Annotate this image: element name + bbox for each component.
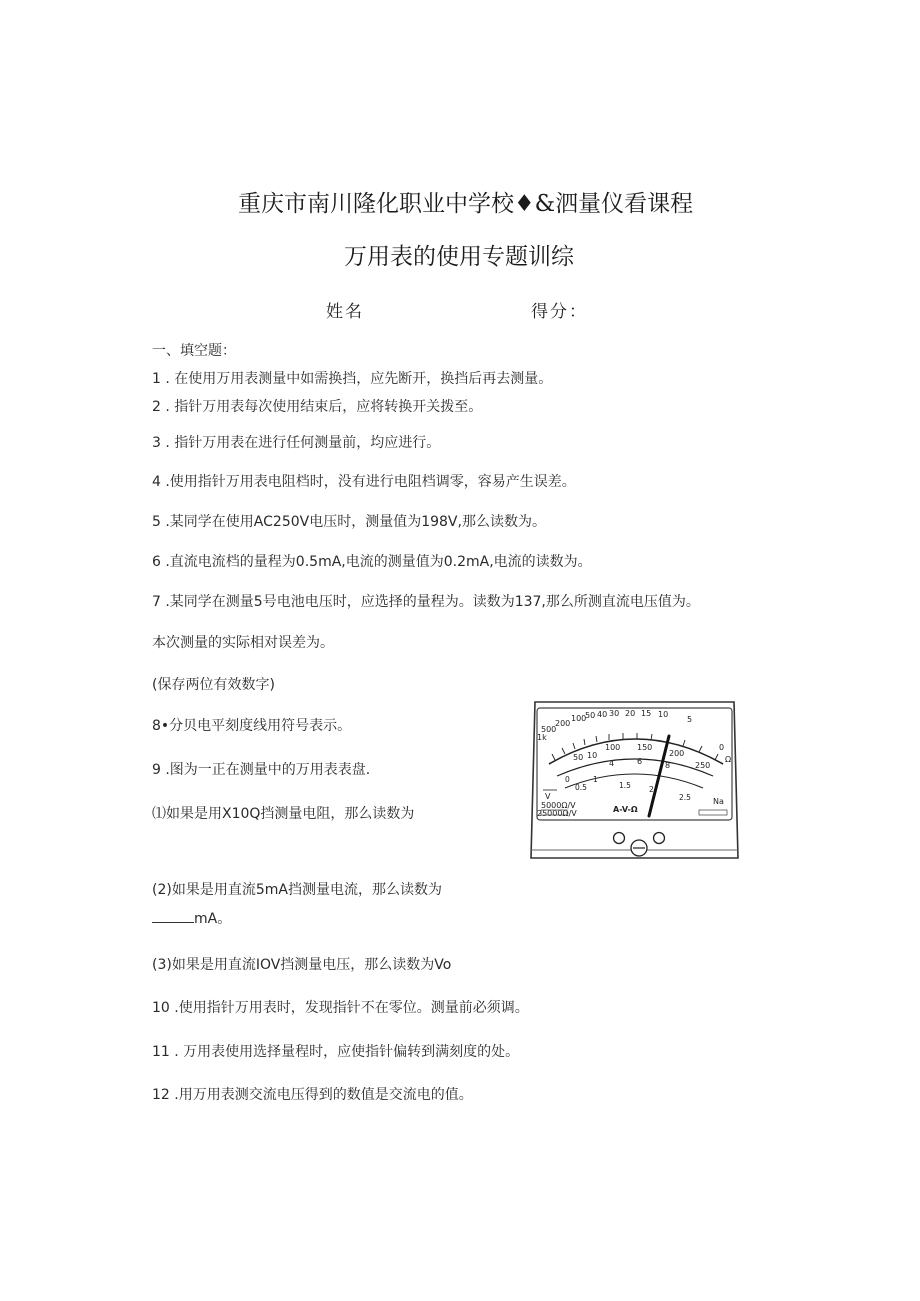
inner-tick-label: 50: [573, 753, 584, 762]
question-7-error: 本次测量的实际相对误差为。: [152, 635, 334, 651]
low-tick-label: 0.5: [575, 783, 587, 792]
low-tick-label: 2: [649, 785, 654, 794]
units-label: A-V-Ω: [613, 805, 638, 814]
inner-tick-label: 8: [665, 761, 671, 770]
mid-tick-label: 250: [695, 761, 711, 770]
ohm-tick-label: 100: [571, 714, 587, 723]
sensitivity-dc: 5000Ω/V: [541, 801, 576, 810]
low-tick-label: 2.5: [679, 793, 691, 802]
ohm-tick-label: 50: [585, 711, 596, 720]
ac-mark: V: [545, 792, 551, 801]
ohm-tick-label: 40: [597, 710, 608, 719]
ohm-tick-label: 15: [641, 709, 652, 718]
ohm-tick-label: 10: [658, 710, 669, 719]
question-2: 2 . 指针万用表每次使用结束后，应将转换开关拨至。: [152, 399, 483, 415]
na-label: Na: [713, 797, 724, 806]
question-8: 8•分贝电平刻度线用符号表示。: [152, 718, 352, 734]
question-9-1: ⑴如果是用X10Q挡测量电阻，那么读数为: [152, 806, 415, 822]
question-12: 12 .用万用表测交流电压得到的数值是交流电的值。: [152, 1087, 473, 1103]
multimeter-dial-figure: [527, 698, 742, 863]
ohm-tick-label: 200: [555, 719, 571, 728]
question-10: 10 .使用指针万用表时，发现指针不在零位。测量前必须调。: [152, 1000, 529, 1016]
ohm-tick-label: 500: [541, 725, 557, 734]
question-9-2-unit: mA。: [152, 908, 231, 928]
sensitivity-ac: 25000Ω/V: [537, 809, 577, 818]
ohm-tick-label: 20: [625, 709, 636, 718]
question-9-3: (3)如果是用直流IOV挡测量电压，那么读数为Vo: [152, 957, 452, 973]
question-6: 6 .直流电流档的量程为0.5mA,电流的测量值为0.2mA,电流的读数为。: [152, 554, 592, 570]
question-3: 3 . 指针万用表在进行任何测量前，均应进行。: [152, 435, 441, 451]
question-7: 7 .某同学在测量5号电池电压时，应选择的量程为。读数为137,那么所测直流电压值为。: [152, 594, 700, 610]
low-tick-label: 1.5: [619, 781, 631, 790]
ohm-tick-label: 0: [719, 743, 725, 752]
terminal-right: [654, 833, 665, 844]
inner-tick-label: 10: [587, 751, 598, 760]
question-9: 9 .图为一正在测量中的万用表表盘.: [152, 762, 371, 778]
question-1: 1 . 在使用万用表测量中如需换挡，应先断开，换挡后再去测量。: [152, 371, 553, 387]
inner-tick-label: 4: [609, 759, 615, 768]
score-label: 得分：: [531, 302, 588, 322]
doc-title-school: 重庆市南川隆化职业中学校♦&泗量仪看课程: [238, 191, 694, 217]
inner-tick-label: 6: [637, 757, 643, 766]
answer-blank: [152, 910, 194, 923]
ohm-symbol: Ω: [725, 755, 732, 764]
ohm-tick-label: 5: [687, 715, 693, 724]
low-tick-label: 1: [593, 775, 598, 784]
ohm-tick-label: 30: [609, 709, 620, 718]
mid-tick-label: 150: [637, 743, 653, 752]
question-11: 11 . 万用表使用选择量程时，应使指针偏转到满刻度的处。: [152, 1044, 520, 1060]
question-7-note: (保存两位有效数字): [152, 677, 275, 693]
low-tick-label: 0: [565, 775, 570, 784]
question-5: 5 .某同学在使用AC250V电压时，测量值为198V,那么读数为。: [152, 514, 546, 530]
name-label: 姓名: [326, 302, 364, 322]
mid-tick-label: 100: [605, 743, 621, 752]
doc-title-topic: 万用表的使用专题训综: [344, 244, 574, 270]
ohm-tick-label: 1k: [537, 733, 547, 742]
question-9-2: (2)如果是用直流5mA挡测量电流，那么读数为: [152, 882, 442, 898]
mid-tick-label: 200: [669, 749, 685, 758]
terminal-left: [614, 833, 625, 844]
section-heading: 一、填空题：: [152, 343, 236, 359]
question-4: 4 .使用指针万用表电阻档时，没有进行电阻档调零，容易产生误差。: [152, 474, 576, 490]
